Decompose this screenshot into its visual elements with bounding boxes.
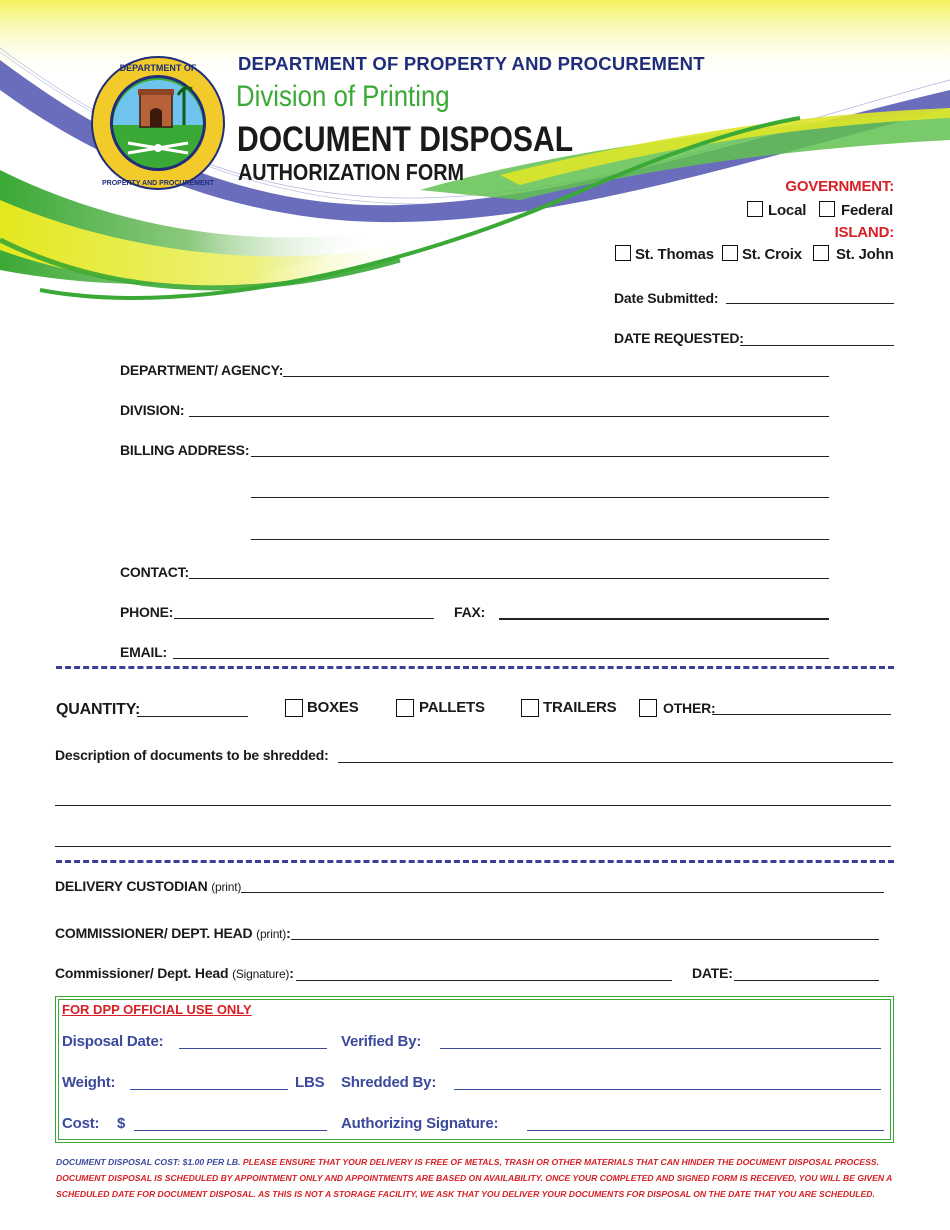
form-subtitle: AUTHORIZATION FORM xyxy=(238,159,464,185)
cost-field[interactable] xyxy=(134,1130,327,1131)
description-field-3[interactable] xyxy=(55,846,891,847)
commissioner-signature-colon: : xyxy=(289,965,294,981)
trailers-option-label: TRAILERS xyxy=(543,699,617,716)
signature-date-field[interactable] xyxy=(734,980,879,981)
billing-address-field-3[interactable] xyxy=(251,539,829,540)
division-label: DIVISION: xyxy=(120,402,185,418)
footer-notes xyxy=(56,1154,901,1202)
delivery-custodian-text: DELIVERY CUSTODIAN xyxy=(55,878,208,894)
lbs-label: LBS xyxy=(295,1074,325,1091)
billing-address-field-2[interactable] xyxy=(251,497,829,498)
quantity-label: QUANTITY: xyxy=(56,701,141,718)
form-title: DOCUMENT DISPOSAL xyxy=(237,120,574,159)
authorizing-signature-label: Authorizing Signature: xyxy=(341,1115,499,1132)
st-croix-checkbox[interactable] xyxy=(722,245,738,261)
seal-top-text: DEPARTMENT OF xyxy=(119,63,197,73)
pallets-option-label: PALLETS xyxy=(419,699,485,716)
department-agency-label: DEPARTMENT/ AGENCY: xyxy=(120,362,284,378)
description-field-2[interactable] xyxy=(55,805,891,806)
date-submitted-label: Date Submitted: xyxy=(614,290,719,306)
contact-label: CONTACT: xyxy=(120,564,189,580)
delivery-custodian-field[interactable] xyxy=(241,892,884,893)
commissioner-print-note: (print) xyxy=(256,927,287,941)
other-field[interactable] xyxy=(712,714,891,715)
commissioner-signature-label xyxy=(55,965,294,981)
pallets-checkbox[interactable] xyxy=(396,699,414,717)
contact-field[interactable] xyxy=(189,578,829,579)
billing-address-field-1[interactable] xyxy=(251,456,829,457)
verified-by-field[interactable] xyxy=(440,1048,881,1049)
st-john-checkbox[interactable] xyxy=(813,245,829,261)
seal-bottom-text: PROPERTY AND PROCUREMENT xyxy=(101,180,215,187)
fax-label: FAX: xyxy=(454,604,486,620)
signature-date-label: DATE: xyxy=(692,965,733,981)
delivery-custodian-note: (print) xyxy=(211,880,242,894)
boxes-option-label: BOXES xyxy=(307,699,359,716)
official-use-heading: FOR DPP OFFICIAL USE ONLY xyxy=(62,1002,252,1017)
verified-by-label: Verified By: xyxy=(341,1033,422,1050)
authorizing-signature-field[interactable] xyxy=(527,1130,884,1131)
dollar-sign: $ xyxy=(117,1115,126,1132)
st-thomas-checkbox[interactable] xyxy=(615,245,631,261)
footer-line-1-text: PLEASE ENSURE THAT YOUR DELIVERY IS FREE OF METALS, TRASH OR OTHER MATERIALS THAT CAN HINDER THE DOCUMENT DISPOSAL PROCESS. xyxy=(240,1157,880,1167)
billing-address-label: BILLING ADDRESS: xyxy=(120,442,250,458)
st-thomas-option-label: St. Thomas xyxy=(635,246,714,263)
date-submitted-field[interactable] xyxy=(726,303,894,304)
other-checkbox[interactable] xyxy=(639,699,657,717)
disposal-date-field[interactable] xyxy=(179,1048,327,1049)
description-field-1[interactable] xyxy=(338,762,893,763)
delivery-custodian-label xyxy=(55,878,241,894)
weight-field[interactable] xyxy=(130,1089,288,1090)
weight-label: Weight: xyxy=(62,1074,116,1091)
quantity-field[interactable] xyxy=(137,716,248,717)
disposal-date-label: Disposal Date: xyxy=(62,1033,164,1050)
st-john-option-label: St. John xyxy=(836,246,894,263)
local-checkbox[interactable] xyxy=(747,201,763,217)
federal-checkbox[interactable] xyxy=(819,201,835,217)
footer-line-1 xyxy=(56,1154,901,1170)
commissioner-signature-note: (Signature) xyxy=(232,967,290,981)
federal-option-label: Federal xyxy=(841,202,893,219)
date-requested-label: DATE REQUESTED: xyxy=(614,330,744,346)
local-option-label: Local xyxy=(768,202,807,219)
commissioner-print-text: COMMISSIONER/ DEPT. HEAD xyxy=(55,925,253,941)
phone-field[interactable] xyxy=(174,618,434,619)
email-field[interactable] xyxy=(173,658,829,659)
division-name: Division of Printing xyxy=(236,80,450,113)
shredded-by-field[interactable] xyxy=(454,1089,881,1090)
date-requested-field[interactable] xyxy=(740,345,894,346)
section-divider-1 xyxy=(56,666,894,669)
department-name: DEPARTMENT OF PROPERTY AND PROCUREMENT xyxy=(238,53,705,74)
commissioner-signature-text: Commissioner/ Dept. Head xyxy=(55,965,229,981)
footer-line-2: DOCUMENT DISPOSAL IS SCHEDULED BY APPOINTMENT ONLY AND APPOINTMENTS ARE BASED ON AVAILABILITY. ONCE YOUR COMPLETED AND SIGNED FORM IS RECEIVED, YOU WILL BE GIVEN A xyxy=(56,1173,893,1183)
footer-line-3: SCHEDULED DATE FOR DOCUMENT DISPOSAL. AS THIS IS NOT A STORAGE FACILITY, WE ASK THAT YOU DELIVER YOUR DOCUMENTS FOR DISPOSAL ON THE DATE THAT YOU ARE SCHEDULED. xyxy=(56,1189,875,1199)
fax-field[interactable] xyxy=(499,618,829,620)
commissioner-print-label xyxy=(55,925,291,941)
cost-label: Cost: xyxy=(62,1115,100,1132)
island-label: ISLAND: xyxy=(834,224,894,241)
email-label: EMAIL: xyxy=(120,644,168,660)
boxes-checkbox[interactable] xyxy=(285,699,303,717)
disposal-cost-note: DOCUMENT DISPOSAL COST: $1.00 PER LB. xyxy=(56,1157,241,1167)
government-label: GOVERNMENT: xyxy=(785,178,894,195)
section-divider-2 xyxy=(56,860,894,863)
phone-label: PHONE: xyxy=(120,604,174,620)
department-agency-field[interactable] xyxy=(283,376,829,377)
commissioner-print-colon: : xyxy=(286,925,291,941)
division-field[interactable] xyxy=(189,416,829,417)
shredded-by-label: Shredded By: xyxy=(341,1074,437,1091)
other-option-label: OTHER: xyxy=(663,700,716,716)
trailers-checkbox[interactable] xyxy=(521,699,539,717)
commissioner-print-field[interactable] xyxy=(291,939,879,940)
commissioner-signature-field[interactable] xyxy=(296,980,672,981)
st-croix-option-label: St. Croix xyxy=(742,246,802,263)
department-seal-logo xyxy=(88,55,228,191)
description-label: Description of documents to be shredded: xyxy=(55,747,329,763)
